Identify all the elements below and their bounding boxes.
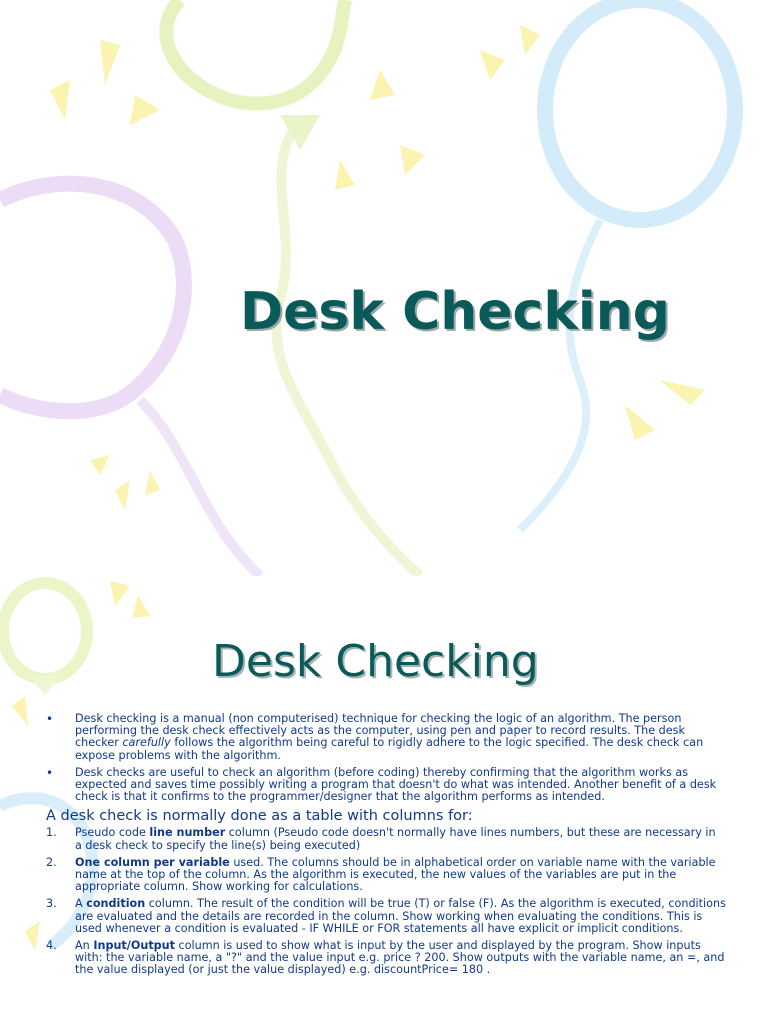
item-number: 1. [46, 826, 57, 840]
text-run: Input/Output [93, 939, 175, 953]
text-run: Desk checks are useful to check an algorithm (before coding) thereby confirming that the algorithm works as expected and saves time possibly writing a program that doesn't do what was intended. Another benefit of a desk check is that it confirms to the programmer/designer that the algorithm performs as intended. [75, 765, 717, 804]
confetti-11 [90, 455, 110, 475]
bullet-item [46, 767, 726, 804]
confetti-7 [480, 50, 505, 80]
confetti-12 [115, 480, 130, 510]
item-number: 2. [46, 855, 57, 869]
confetti-10 [625, 405, 655, 440]
bullet-dot-icon: • [46, 712, 54, 726]
text-run: An [75, 939, 94, 953]
numbered-list [46, 827, 726, 976]
confetti-3 [130, 95, 160, 125]
numbered-item [46, 898, 726, 935]
confetti-16 [12, 696, 28, 726]
text-run: line number [149, 826, 226, 840]
confetti-15 [132, 596, 150, 618]
table-intro: A desk check is normally done as a table with columns for: [46, 808, 473, 825]
blue-balloon-string [520, 220, 600, 530]
content-slide [0, 576, 768, 1024]
text-run: column is used to show what is input by the user and displayed by the program. Show inputs with: the variable name, a "?" and the value input e.g. price ? 200. Show outputs with the variable name, an =, and the value displayed (or just the value displayed) e.g. discountPrice= 180 . [75, 939, 725, 977]
confetti-1 [50, 80, 70, 120]
confetti-9 [660, 380, 705, 405]
text-run: A [75, 897, 87, 911]
confetti-14 [110, 581, 130, 606]
text-run: follows the algorithm being careful to rigidly adhere to the logic specified. The desk check can expose problems with the algorithm. [75, 736, 704, 762]
text-run: column (Pseudo code doesn't normally have lines numbers, but these are necessary in a desk check to specify the line(s) being executed) [75, 826, 716, 852]
item-number: 3. [46, 897, 57, 911]
confetti-5 [400, 145, 425, 175]
confetti-4 [370, 70, 395, 100]
confetti-8 [520, 25, 540, 55]
numbered-item [46, 940, 726, 977]
bullet-item [46, 713, 726, 762]
purple-balloon-outline [0, 184, 184, 412]
slide-title: Desk Checking [240, 282, 670, 342]
confetti-6 [335, 160, 355, 190]
numbered-item [46, 827, 726, 851]
confetti-17 [25, 921, 40, 951]
slide-title-2: Desk Checking [212, 636, 539, 687]
green-balloon-small [3, 583, 87, 679]
green-balloon-outline [166, 0, 345, 104]
text-run: condition [86, 897, 146, 911]
text-run: carefully [122, 736, 171, 750]
green-balloon-knot-small [30, 676, 60, 696]
text-run: Pseudo code [75, 826, 150, 840]
slide-body [46, 713, 726, 982]
confetti-13 [145, 470, 160, 495]
bullet-dot-icon: • [46, 765, 54, 780]
bullet-list [46, 713, 726, 803]
confetti-2 [100, 40, 120, 85]
text-run: Desk checking is a manual (non computerised) technique for checking the logic of an algorithm. The person performing the desk check effectively acts as the computer, using pen and paper to record results. The desk checker [75, 712, 685, 750]
text-run: One column per variable [75, 855, 230, 869]
green-balloon-string [276, 120, 420, 576]
text-run: column. The result of the condition will be true (T) or false (F). As the algorithm is executed, conditions are evaluated and the details are recorded in the column. Show working when evaluating the conditions. This is used whenever a condition is evaluated - IF WHILE or FOR statements all have explicit or implicit conditions. [75, 897, 726, 935]
numbered-item [46, 857, 726, 894]
text-run: used. The columns should be in alphabetical order on variable name with the variable name at the top of the column. As the algorithm is executed, the new values of the variables are put in the appropriate column. Show working for calculations. [75, 855, 716, 894]
item-number: 4. [46, 939, 57, 953]
blue-balloon [545, 0, 735, 220]
